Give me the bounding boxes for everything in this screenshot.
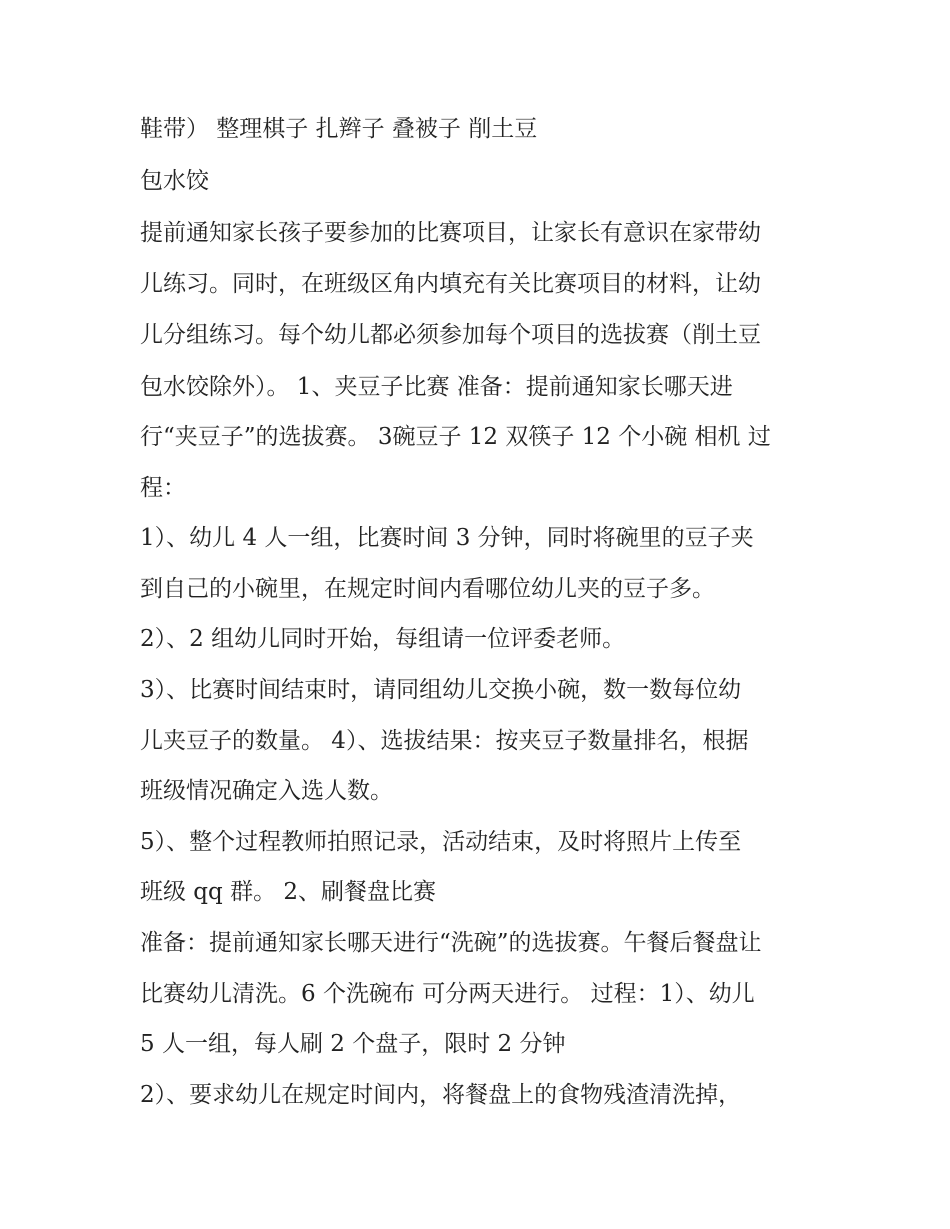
text-line: 程： [140,475,186,501]
text-line: 5）、整个过程教师拍照记录，活动结束，及时将照片上传至 [140,829,742,855]
text-line: 行“夹豆子”的选拔赛。 3碗豆子 12 双筷子 12 个小碗 相机 过 [140,424,771,450]
text-line: 到自己的小碗里，在规定时间内看哪位幼儿夹的豆子多。 [140,576,715,602]
text-line: 鞋带） 整理棋子 扎辫子 叠被子 削土豆 [140,116,538,142]
text-line: 比赛幼儿清洗。6 个洗碗布 可分两天进行。 过程：1）、幼儿 [140,981,755,1007]
text-line: 班级 qq 群。 2、刷餐盘比赛 [140,879,437,905]
text-line: 包水饺 [140,168,209,194]
text-line: 儿夹豆子的数量。 4）、选拔结果：按夹豆子数量排名，根据 [140,728,749,754]
text-line: 2）、要求幼儿在规定时间内，将餐盘上的食物残渣清洗掉， [140,1082,742,1108]
text-line: 2）、2 组幼儿同时开始，每组请一位评委老师。 [140,626,626,652]
text-line: 班级情况确定入选人数。 [140,778,393,804]
text-line: 3）、比赛时间结束时，请同组幼儿交换小碗，数一数每位幼 [140,677,742,703]
text-line: 儿练习。同时，在班级区角内填充有关比赛项目的材料，让幼 [140,271,761,297]
text-line: 提前通知家长孩子要参加的比赛项目，让家长有意识在家带幼 [140,220,761,246]
text-line: 1）、幼儿 4 人一组，比赛时间 3 分钟，同时将碗里的豆子夹 [140,525,754,551]
text-line: 准备：提前通知家长哪天进行“洗碗”的选拔赛。午餐后餐盘让 [140,930,762,956]
text-line: 包水饺除外）。 1、夹豆子比赛 准备：提前通知家长哪天进 [140,374,733,400]
text-line: 儿分组练习。每个幼儿都必须参加每个项目的选拔赛（削土豆 [140,322,761,348]
text-line: 5 人一组，每人刷 2 个盘子，限时 2 分钟 [140,1031,566,1057]
